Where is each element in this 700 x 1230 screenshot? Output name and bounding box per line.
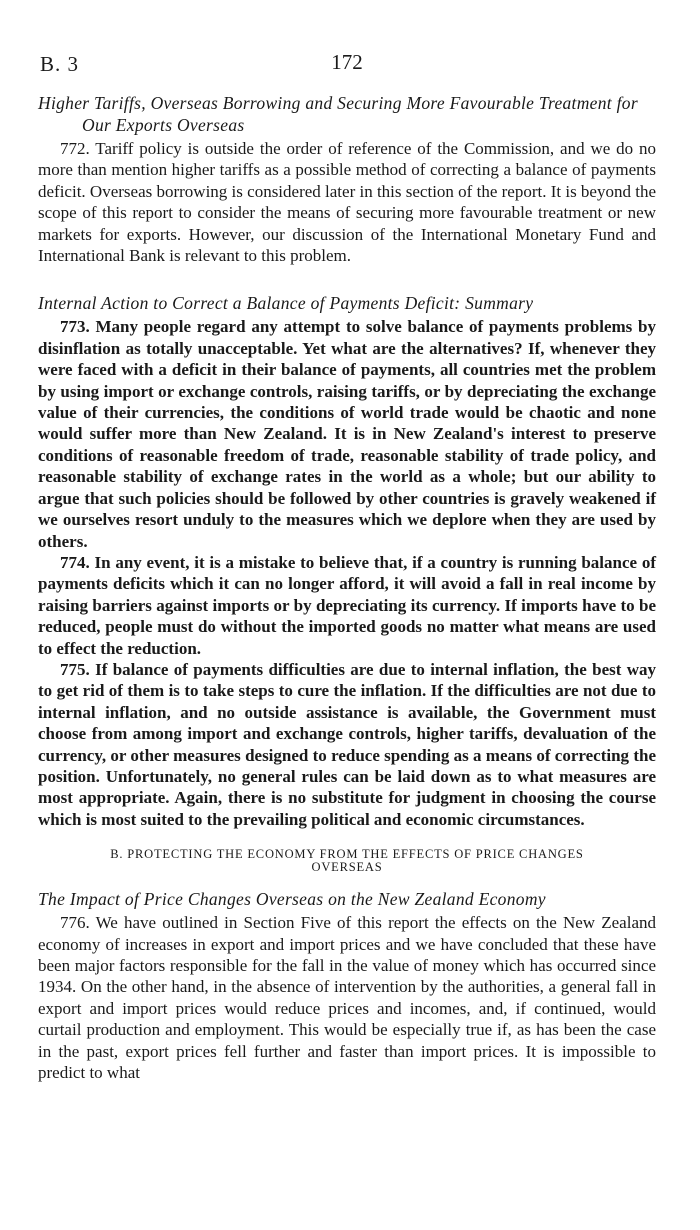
paragraph-774: 774. In any event, it is a mistake to believe that, if a country is running balance of payments deficits which it can no longer afford, it will avoid a fall in real income by raising barriers against imports or by depreciating its currency. If imports have to be reduced, people must do without the imported goods no matter what means are used to effect the reduction. [38, 552, 656, 658]
page-number: 172 [331, 50, 363, 74]
running-head [38, 48, 656, 78]
paragraph-773: 773. Many people regard any attempt to solve balance of payments problems by disinflation as totally unacceptable. Yet what are the alternatives? If, whenever they were faced with a deficit in their balance of payments, all countries met the problem by using import or exchange controls, raising tariffs, or by depreciating the exchange value of their currencies, the conditions of world trade would be chaotic and none would suffer more than New Zealand. It is in New Zealand's interest to preserve conditions of reasonable freedom of trade, reasonable stability of trade policy, and reasonable stability of exchange rates in the world as a whole; but our ability to argue that such policies should be followed by other countries is gravely weakened if we ourselves resort unduly to the measures which we deplore when they are used by others. [38, 317, 656, 551]
part-b-heading: B. PROTECTING THE ECONOMY FROM THE EFFECTS OF PRICE CHANGES OVERSEAS [110, 847, 584, 875]
document-page [38, 48, 656, 1083]
document-reference-code: B. 3 [40, 52, 80, 76]
section-title-price-changes: The Impact of Price Changes Overseas on the New Zealand Economy [38, 889, 546, 910]
paragraph-772: 772. Tariff policy is outside the order of reference of the Commission, and we do no more than mention higher tariffs as a possible method of correcting a balance of payments deficit. Overseas borrowing is considered later in this section of the report. It is beyond the scope of this report to consider the means of securing more favourable treatment or new markets for exports. However, our discussion of the International Monetary Fund and International Bank is relevant to this problem. [38, 139, 656, 266]
section-title-internal-action: Internal Action to Correct a Balance of Payments Deficit: Summary [38, 293, 534, 314]
section-title-tariffs: Higher Tariffs, Overseas Borrowing and Securing More Favourable Treatment for Our Exports Overseas [38, 93, 638, 135]
paragraph-776: 776. We have outlined in Section Five of this report the effects on the New Zealand economy of increases in export and import prices and we have concluded that these have been major factors responsible for the fall in the value of money which has occurred since 1934. On the other hand, in the absence of intervention by the authorities, a general fall in export and import prices would reduce prices and incomes, and, if continued, would curtail production and employment. This would be especially true if, as has been the case in the past, export prices fell further and faster than import prices. It is impossible to predict to what [38, 913, 656, 1083]
paragraph-775: 775. If balance of payments difficulties are due to internal inflation, the best way to get rid of them is to take steps to cure the inflation. If the difficulties are not due to internal inflation, and no outside assistance is available, the Government must choose from among import and exchange controls, higher tariffs, devaluation of the currency, or other measures designed to reduce spending as a means of correcting the position. Unfortunately, no general rules can be laid down as to what measures are most appropriate. Again, there is no substitute for judgment in choosing the course which is most suited to the prevailing political and economic circumstances. [38, 659, 656, 829]
